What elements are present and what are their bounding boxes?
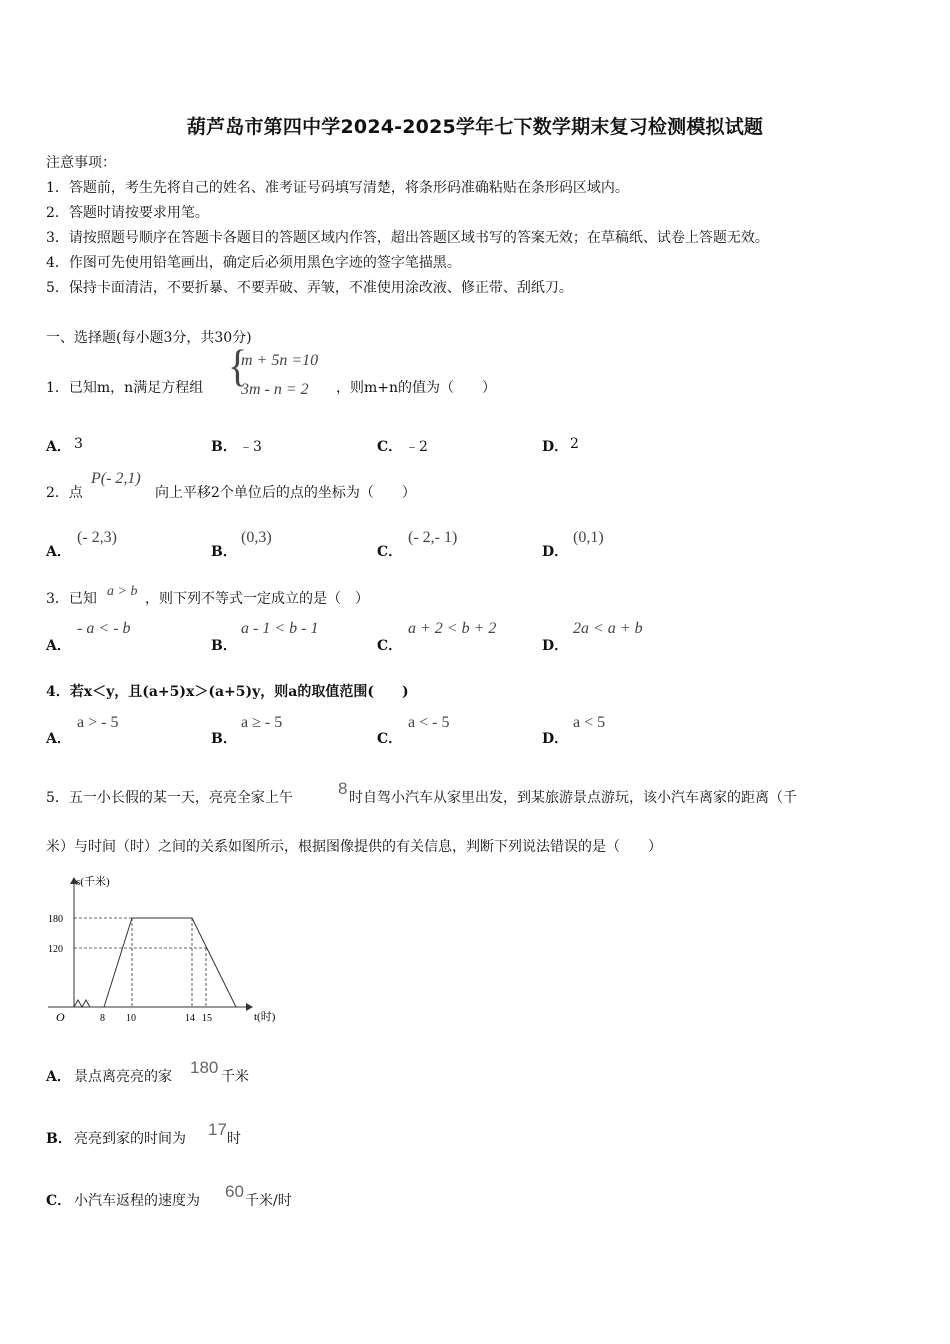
option-text[interactable]: ﹣2: [405, 439, 428, 455]
x-tick-label: 10: [126, 1013, 136, 1024]
option-text[interactable]: (0,3): [241, 529, 272, 546]
option-b-number: 17: [208, 1120, 227, 1139]
option-text[interactable]: a ≥ - 5: [241, 714, 283, 731]
x-axis-label: t(时): [254, 1011, 276, 1023]
option-label: B．: [46, 1131, 72, 1147]
axis-break: [74, 1000, 90, 1007]
notice-item: 2．答题时请按要求用笔。: [46, 205, 209, 221]
option-a-number: 180: [190, 1058, 219, 1077]
option-label: B．: [211, 439, 237, 455]
option-label: A．: [46, 638, 71, 654]
option-text[interactable]: a < 5: [573, 714, 606, 731]
option-c-post: 千米/时: [245, 1193, 292, 1209]
option-label: C．: [46, 1193, 72, 1209]
x-tick-label: 14: [185, 1013, 195, 1024]
section-heading: 一、选择题(每小题3分，共30分): [46, 330, 252, 346]
option-label: B．: [211, 731, 237, 747]
option-a-post: 千米: [221, 1069, 249, 1085]
point-expression: P(- 2,1): [91, 470, 141, 487]
option-b-post: 时: [227, 1131, 241, 1147]
notice-item: 5．保持卡面清洁，不要折暴、不要弄破、弄皱，不准使用涂改液、修正带、刮纸刀。: [46, 280, 573, 296]
option-label: A．: [46, 544, 71, 560]
option-text[interactable]: 3: [74, 436, 83, 452]
question-5-tail: 时自驾小汽车从家里出发，到某旅游景点游玩，该小汽车离家的距离（千: [349, 790, 797, 806]
origin-label: O: [56, 1010, 65, 1024]
option-label: C．: [377, 439, 403, 455]
option-text[interactable]: (0,1): [573, 529, 604, 546]
option-text[interactable]: a + 2 < b + 2: [408, 620, 497, 637]
question-2-tail: 向上平移2个单位后的点的坐标为（ ）: [155, 485, 416, 501]
distance-time-graph: [40, 868, 300, 1030]
condition-expression: a > b: [107, 584, 138, 599]
option-label: D．: [542, 544, 569, 560]
option-label: D．: [542, 731, 569, 747]
option-text[interactable]: a - 1 < b - 1: [241, 620, 319, 637]
option-text[interactable]: a > - 5: [77, 714, 119, 731]
option-text[interactable]: (- 2,- 1): [408, 529, 458, 546]
question-1-lead: 1．已知m，n满足方程组: [46, 380, 204, 396]
equation-2: 3m - n = 2: [241, 381, 309, 398]
question-5-lead: 5．五一小长假的某一天，亮亮全家上午: [46, 790, 293, 806]
option-label: A．: [46, 731, 71, 747]
option-label: C．: [377, 544, 403, 560]
equation-1: m + 5n =10: [241, 352, 319, 369]
option-a-pre[interactable]: 景点离亮亮的家: [74, 1069, 172, 1085]
x-tick-label: 8: [100, 1013, 105, 1024]
option-c-pre[interactable]: 小汽车返程的速度为: [74, 1193, 200, 1209]
notice-item: 4．作图可先使用铅笔画出，确定后必须用黑色字迹的签字笔描黑。: [46, 255, 461, 271]
notice-item: 1．答题前，考生先将自己的姓名、准考证号码填写清楚，将条形码准确粘贴在条形码区域内。: [46, 180, 629, 196]
option-text[interactable]: ﹣3: [239, 439, 262, 455]
question-2-lead: 2．点: [46, 485, 83, 501]
option-label: B．: [211, 544, 237, 560]
question-1-tail: ，则m+n的值为（ ）: [336, 380, 497, 396]
y-tick-label: 120: [48, 944, 63, 955]
notice-heading: 注意事项：: [46, 155, 116, 171]
option-label: B．: [211, 638, 237, 654]
y-axis-label: s(千米): [76, 876, 110, 888]
option-label: D．: [542, 439, 569, 455]
option-c-number: 60: [225, 1182, 244, 1201]
option-label: D．: [542, 638, 569, 654]
question-5-line2: 米）与时间（时）之间的关系如图所示，根据图像提供的有关信息，判断下列说法错误的是（ ）: [46, 839, 662, 855]
option-label: A．: [46, 439, 71, 455]
option-text[interactable]: 2: [570, 436, 579, 452]
distance-line: [90, 918, 236, 1007]
x-tick-label: 15: [202, 1013, 212, 1024]
question-3-tail: ，则下列不等式一定成立的是（ ）: [145, 591, 369, 607]
system-brace: {: [228, 340, 248, 391]
option-label: A．: [46, 1069, 71, 1085]
question-3-lead: 3．已知: [46, 591, 97, 607]
option-text[interactable]: - a < - b: [77, 620, 131, 637]
option-text[interactable]: 2a < a + b: [573, 620, 643, 637]
option-text[interactable]: a < - 5: [408, 714, 450, 731]
option-label: C．: [377, 638, 403, 654]
option-label: C．: [377, 731, 403, 747]
option-b-pre[interactable]: 亮亮到家的时间为: [74, 1131, 186, 1147]
hour-value: 8: [338, 779, 348, 798]
option-text[interactable]: (- 2,3): [77, 529, 117, 546]
question-4-text: 4．若x＜y，且(a+5)x＞(a+5)y，则a的取值范围( ): [46, 684, 409, 700]
notice-item: 3．请按照题号顺序在答题卡各题目的答题区域内作答，超出答题区域书写的答案无效；在草稿纸、试卷上答题无效。: [46, 230, 769, 246]
y-tick-label: 180: [48, 914, 63, 925]
page-title: 葫芦岛市第四中学2024-2025学年七下数学期末复习检测模拟试题: [186, 116, 764, 138]
